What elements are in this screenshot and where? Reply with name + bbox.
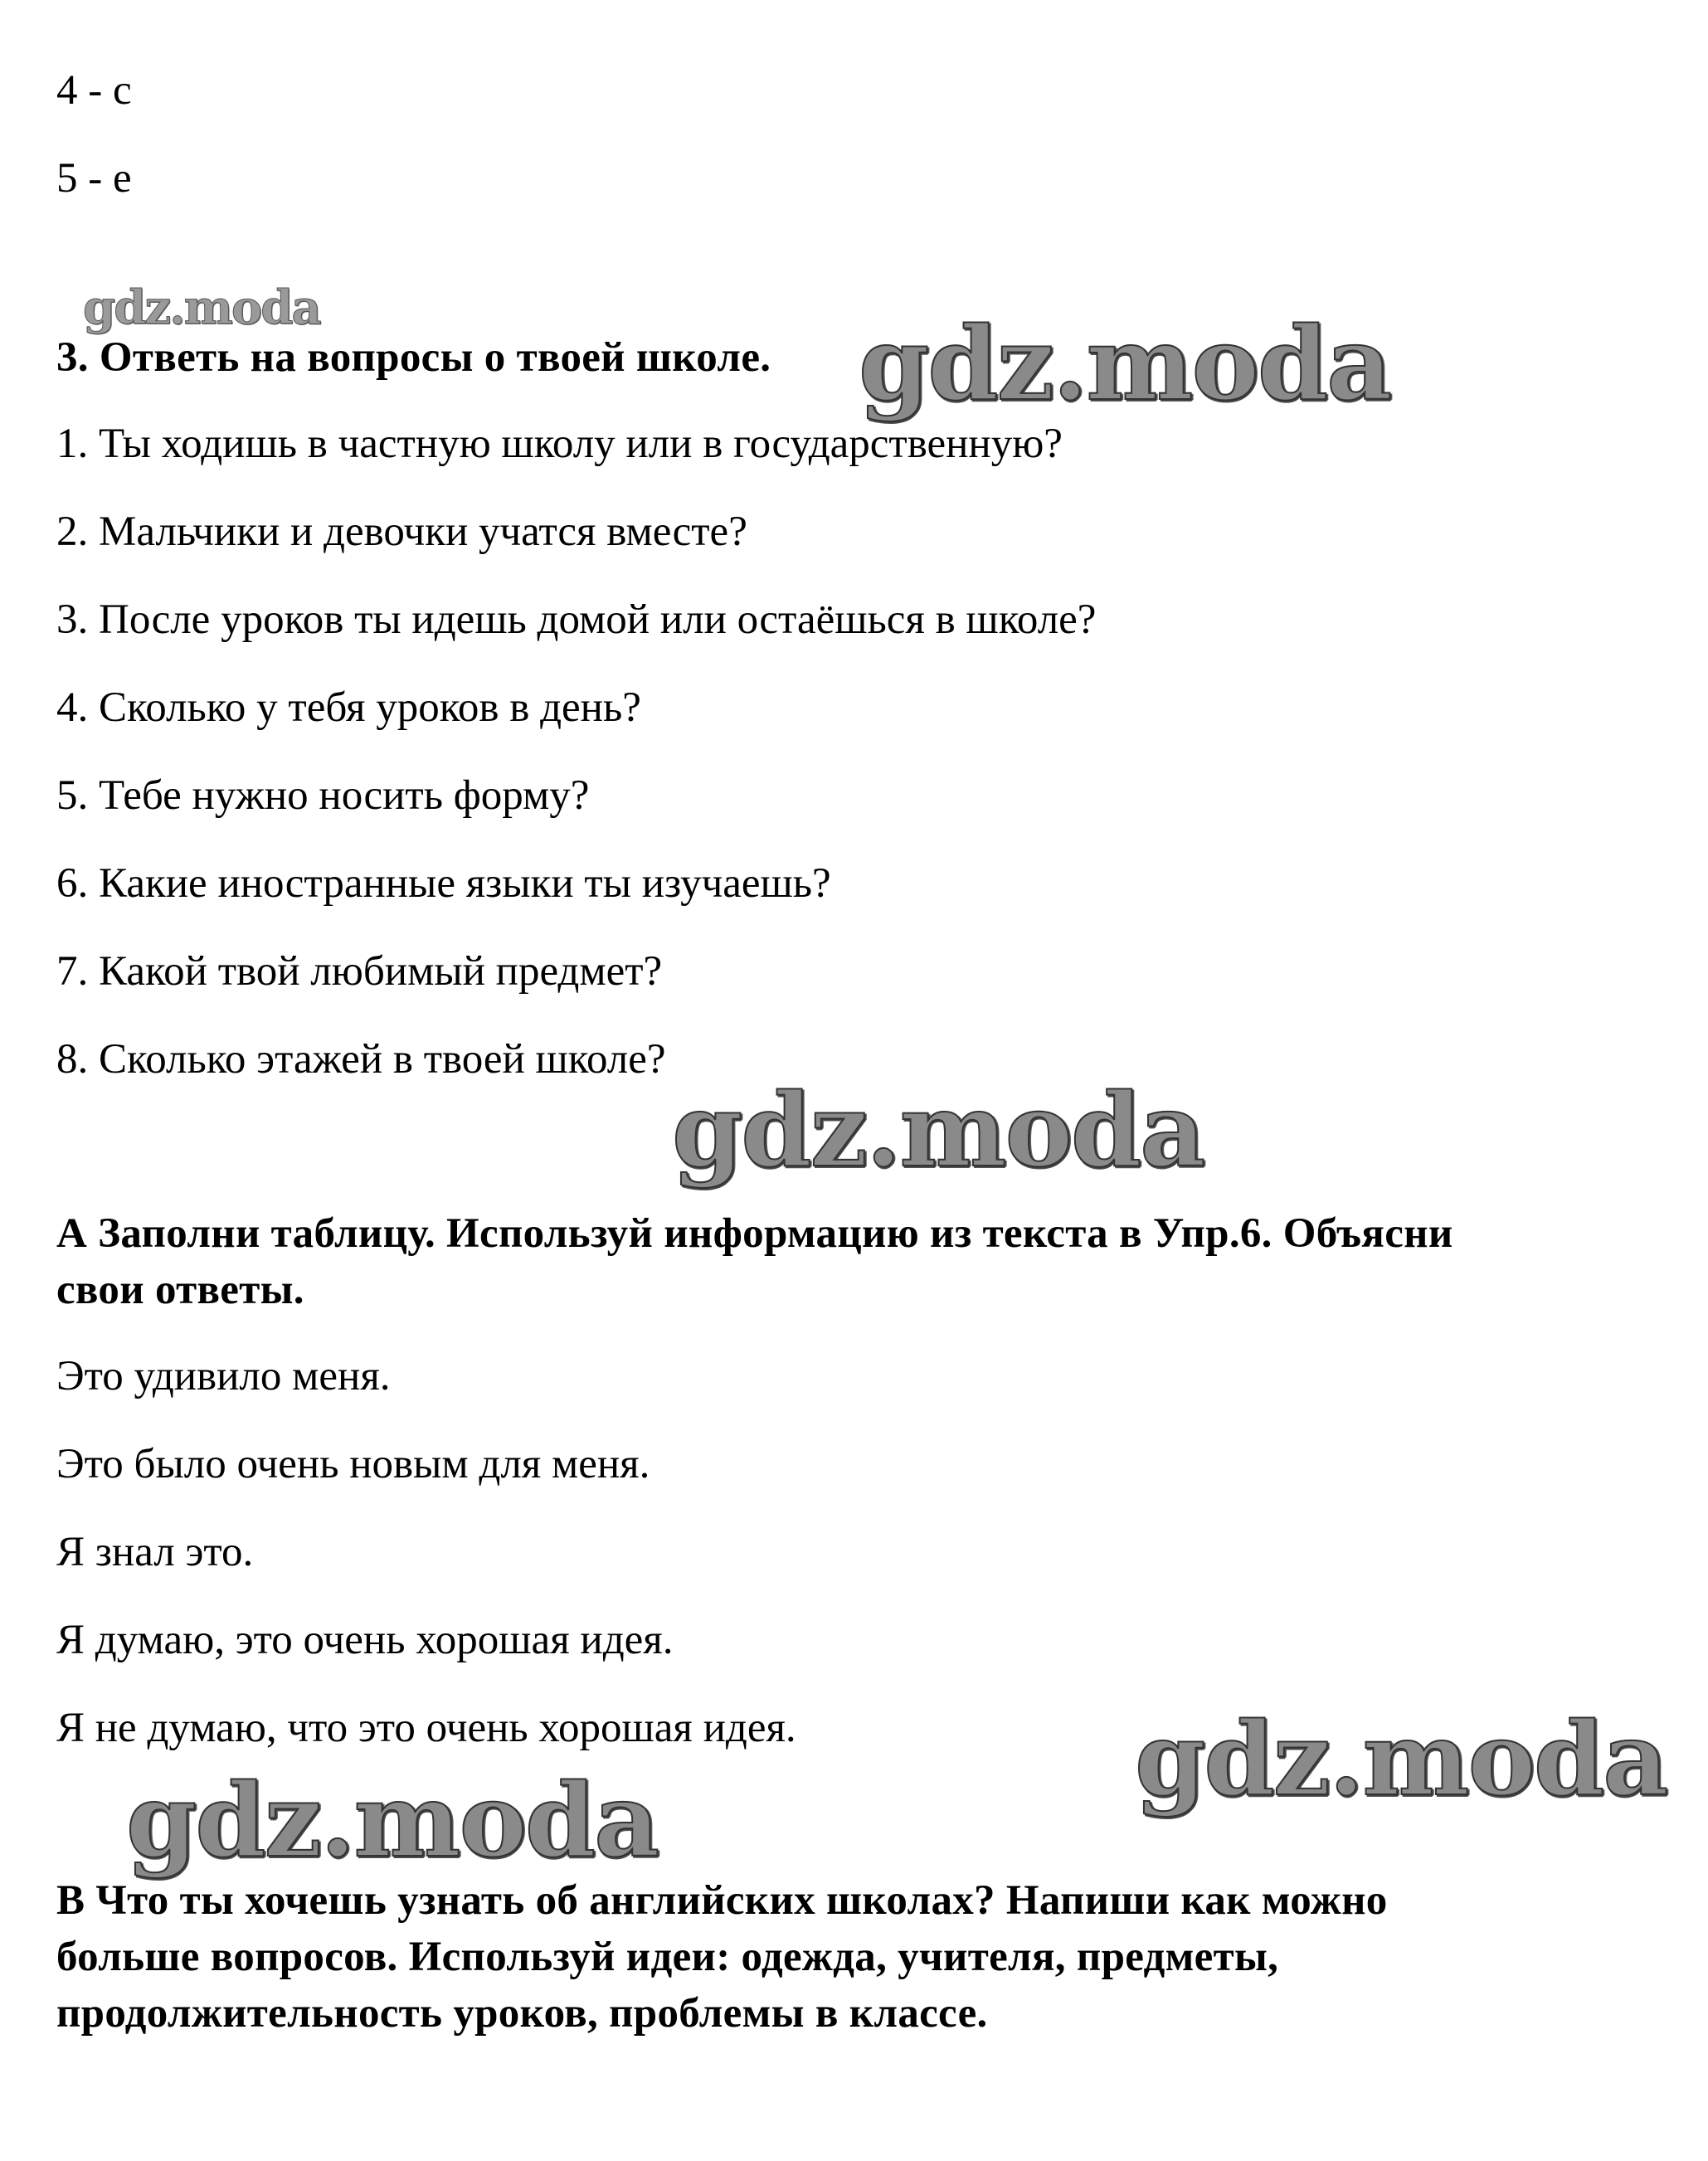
- taskA-line: Это было очень новым для меня.: [56, 1441, 650, 1487]
- watermark: gdz.moda: [672, 1070, 1204, 1190]
- taskB-heading-line3: продолжительность уроков, проблемы в классе.: [56, 1990, 988, 2037]
- question-item: 6. Какие иностранные языки ты изучаешь?: [56, 860, 831, 907]
- taskA-heading-line1: А Заполни таблицу. Используй информацию из текста в Упр.6. Объясни: [56, 1210, 1453, 1257]
- watermark: gdz.moda: [859, 304, 1391, 423]
- watermark: gdz.moda: [126, 1760, 659, 1880]
- question-item: 8. Сколько этажей в твоей школе?: [56, 1036, 666, 1083]
- question-item: 7. Какой твой любимый предмет?: [56, 948, 663, 995]
- watermark: gdz.moda: [1135, 1699, 1667, 1818]
- taskA-line: Я знал это.: [56, 1529, 254, 1575]
- question-item: 2. Мальчики и девочки учатся вместе?: [56, 509, 747, 555]
- question-item: 3. После уроков ты идешь домой или остаёшься в школе?: [56, 596, 1097, 643]
- answer-line: 5 - e: [56, 155, 132, 202]
- task3-heading: 3. Ответь на вопросы о твоей школе.: [56, 334, 771, 381]
- question-item: 1. Ты ходишь в частную школу или в государственную?: [56, 421, 1063, 467]
- taskA-line: Это удивило меня.: [56, 1353, 391, 1399]
- question-item: 4. Сколько у тебя уроков в день?: [56, 684, 641, 731]
- taskB-heading-line1: В Что ты хочешь узнать об английских школах? Напиши как можно: [56, 1877, 1388, 1924]
- taskA-line: Я не думаю, что это очень хорошая идея.: [56, 1705, 796, 1751]
- question-item: 5. Тебе нужно носить форму?: [56, 772, 590, 819]
- watermark-small: gdz.moda: [83, 280, 320, 335]
- taskB-heading-line2: больше вопросов. Используй идеи: одежда, учителя, предметы,: [56, 1934, 1279, 1980]
- answer-line: 4 - c: [56, 67, 132, 114]
- taskA-heading-line2: свои ответы.: [56, 1267, 304, 1313]
- taskA-line: Я думаю, это очень хорошая идея.: [56, 1617, 674, 1663]
